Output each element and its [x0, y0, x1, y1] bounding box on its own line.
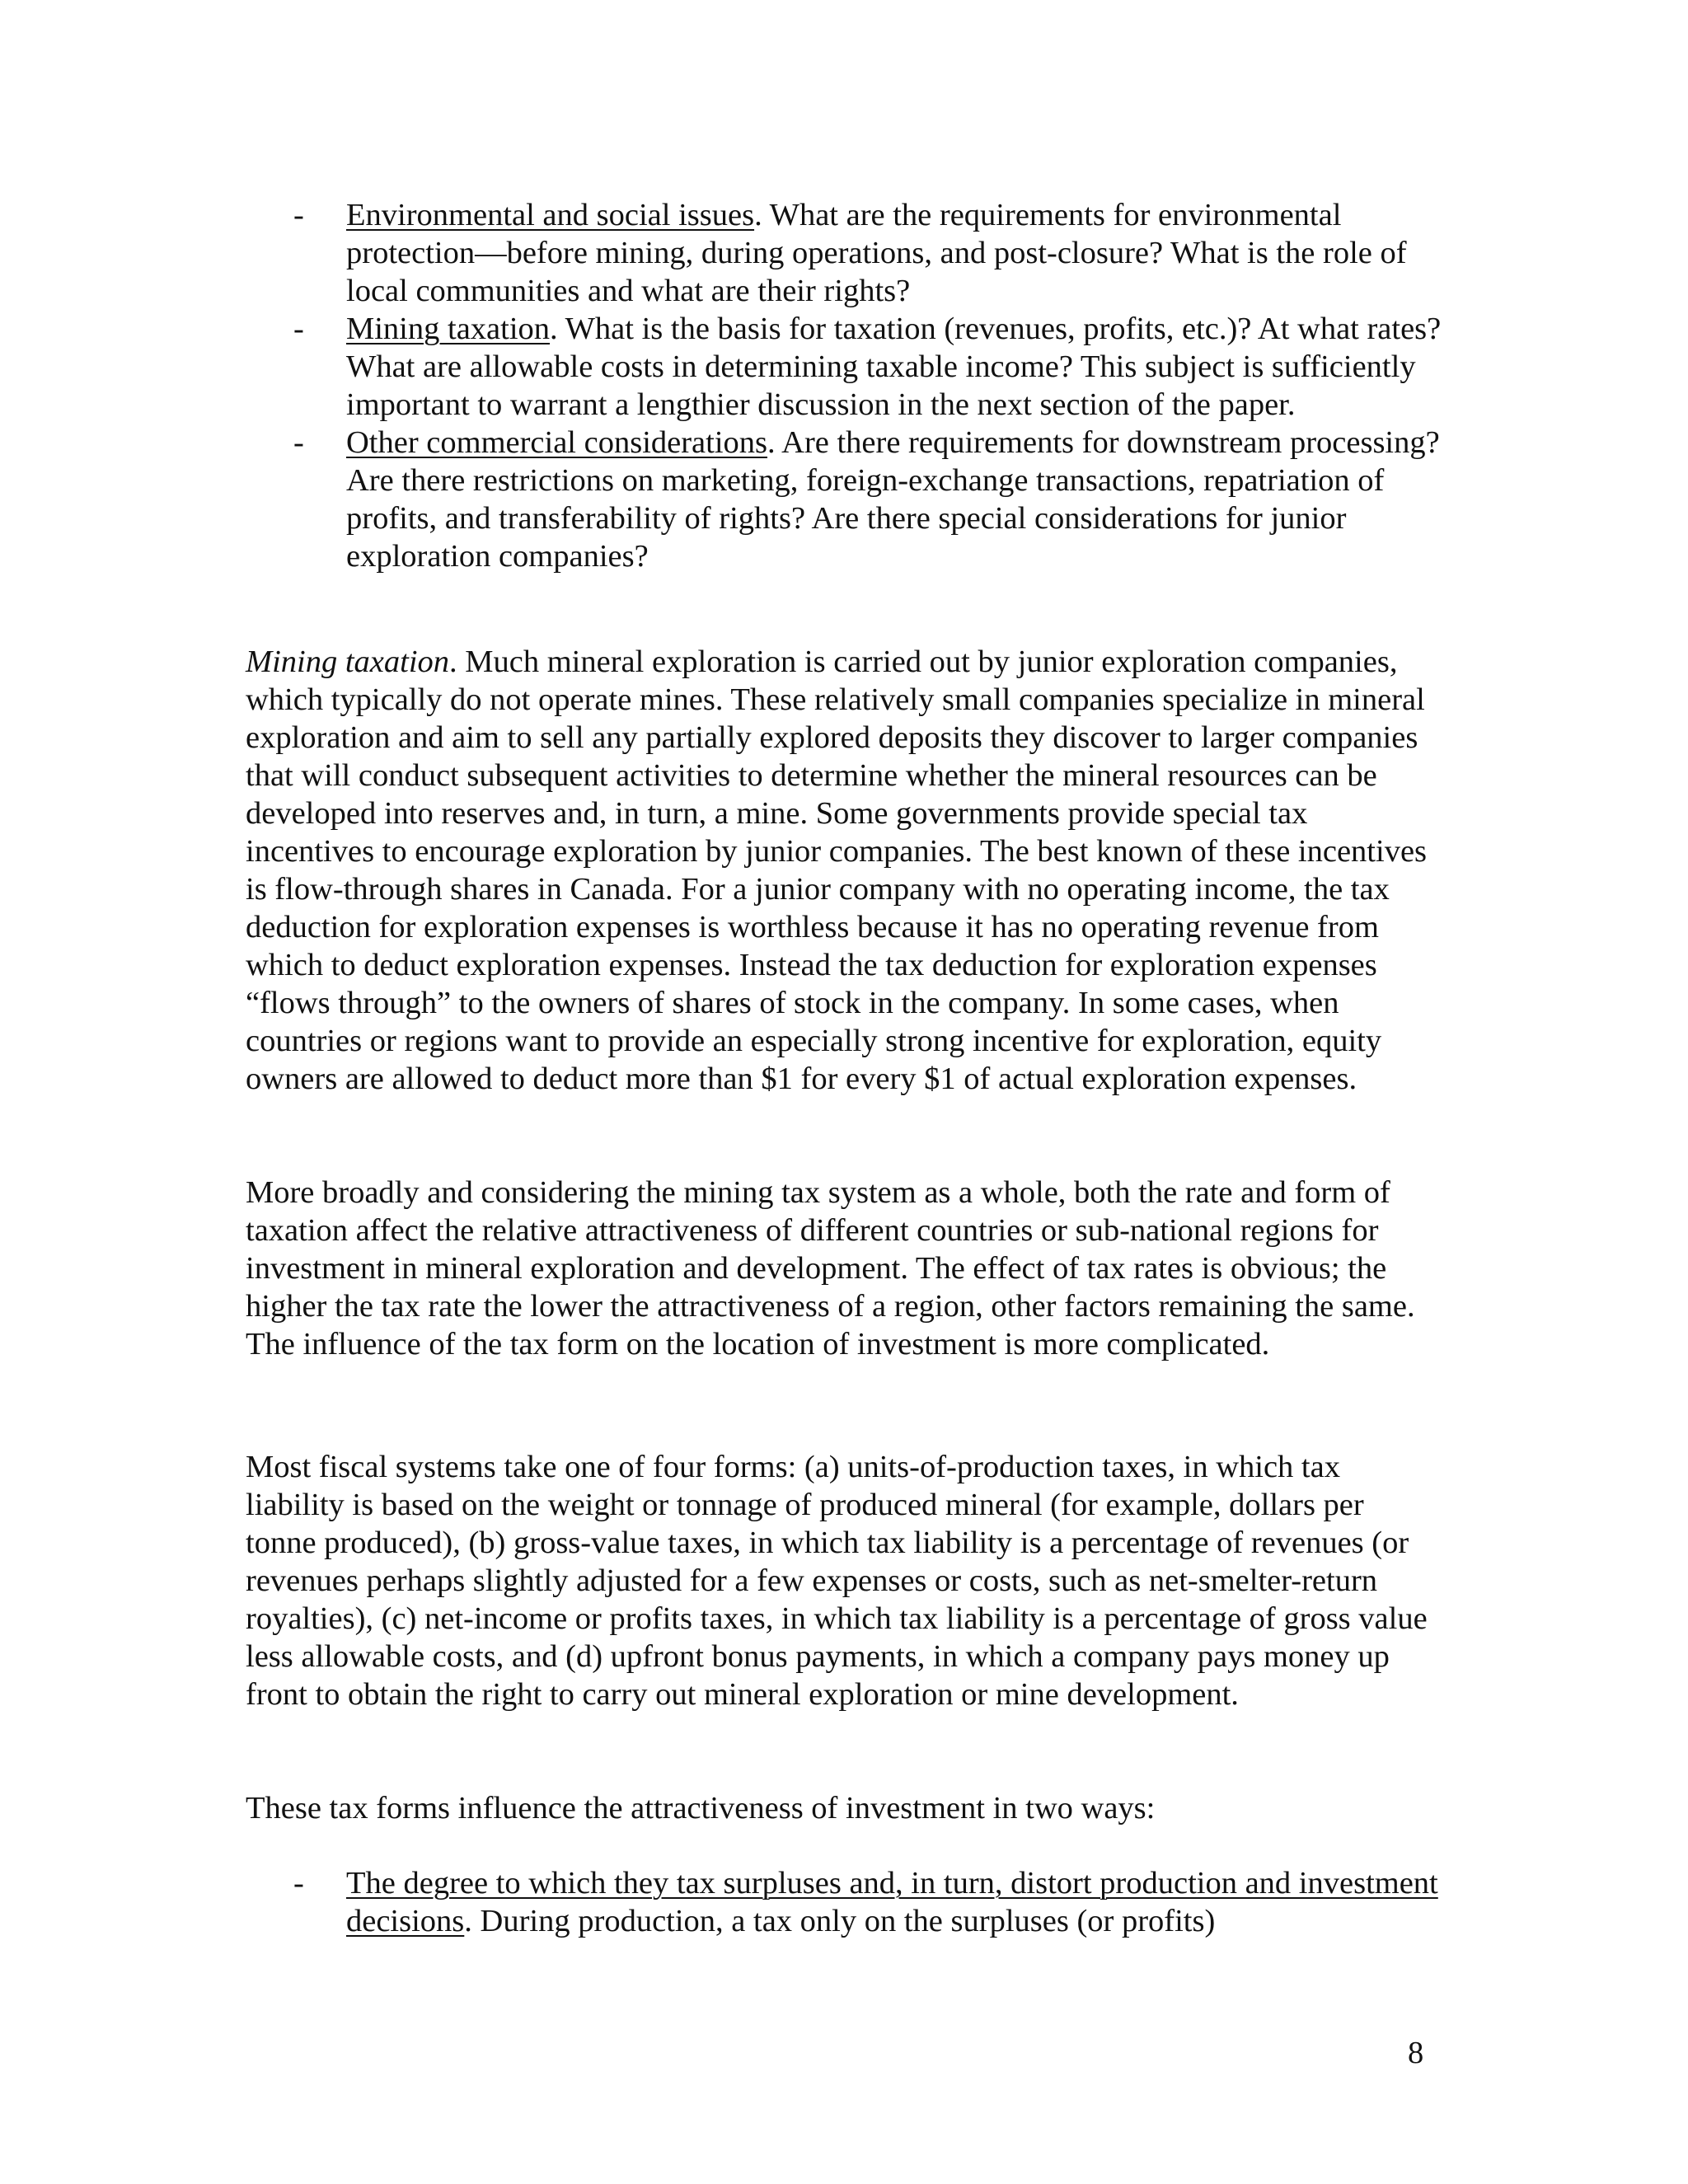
bullet-dash: -	[293, 1866, 304, 1900]
bullet-text: . Are there requirements for downstream processing? Are there restrictions on marketing, foreign-exchange transactions, repatriation of profits, and transferability of rights? Are there special considerations for junior exploration companies?	[346, 425, 1440, 574]
paragraph-mining-taxation	[246, 643, 1441, 1098]
paragraph-lead: Mining taxation	[246, 644, 450, 679]
bullet-dash: -	[293, 198, 304, 232]
bullet-heading: Environmental and social issues	[346, 198, 755, 232]
paragraph-tax-system: More broadly and considering the mining tax system as a whole, both the rate and form of taxation affect the relative attractiveness of different countries or sub-national regions for investment in mineral exploration and development. The effect of tax rates is obvious; the higher the tax rate the lower the attractiveness of a region, other factors remaining the same. The influence of the tax form on the location of investment is more complicated.	[246, 1175, 1415, 1361]
bullet-text: . What is the basis for taxation (revenues, profits, etc.)? At what rates? What are allowable costs in determining taxable income? This subject is sufficiently important to warrant a lengthier discussion in the next section of the paper.	[346, 312, 1442, 422]
bullet-item-environmental	[246, 196, 1449, 310]
bullet-item-mining-taxation	[246, 310, 1449, 424]
bullet-item-commercial	[246, 424, 1449, 575]
bullet-dash: -	[293, 425, 304, 460]
paragraph-text: . Much mineral exploration is carried out by junior exploration companies, which typically do not operate mines. These relatively small companies specialize in mineral exploration and aim to sell any partially explored deposits they discover to larger companies that will conduct subsequent activities to determine whether the mineral resources can be developed into reserves and, in turn, a mine. Some governments provide special tax incentives to encourage exploration by junior companies. The best known of these incentives is flow-through shares in Canada. For a junior company with no operating income, the tax deduction for exploration expenses is worthless because it has no operating revenue from which to deduct exploration expenses. Instead the tax deduction for exploration expenses “flows through” to the owners of shares of stock in the company. In some cases, when countries or regions want to provide an especially strong incentive for exploration, equity owners are allowed to deduct more than $1 for every $1 of actual exploration expenses.	[246, 644, 1428, 1096]
bullet-list-top	[246, 196, 1449, 575]
paragraph-tax-forms-influence: These tax forms influence the attractiveness of investment in two ways:	[246, 1791, 1156, 1825]
bullet-heading: Other commercial considerations	[346, 425, 768, 460]
bullet-dash: -	[293, 312, 304, 346]
page-number: 8	[1408, 2036, 1424, 2070]
paragraph-fiscal-forms: Most fiscal systems take one of four forms: (a) units-of-production taxes, in which tax liability is based on the weight or tonnage of produced mineral (for example, dollars per tonne produced), (b) gross-value taxes, in which tax liability is a percentage of revenues (or revenues perhaps slightly adjusted for a few expenses or costs, such as net-smelter-return royalties), (c) net-income or profits taxes, in which tax liability is a percentage of gross value less allowable costs, and (d) upfront bonus payments, in which a company pays money up front to obtain the right to carry out mineral exploration or mine development.	[246, 1450, 1428, 1712]
bullet-heading: The degree to which they tax surpluses and, in turn, distort production and investment decisions	[346, 1866, 1438, 1938]
bullet-item-surpluses	[246, 1864, 1449, 1940]
bullet-heading: Mining taxation	[346, 312, 551, 346]
bullet-list-bottom	[246, 1864, 1449, 1940]
bullet-text: . What are the requirements for environmental protection—before mining, during operations, and post-closure? What is the role of local communities and what are their rights?	[346, 198, 1407, 308]
bullet-text: . During production, a tax only on the surpluses (or profits)	[464, 1904, 1216, 1938]
